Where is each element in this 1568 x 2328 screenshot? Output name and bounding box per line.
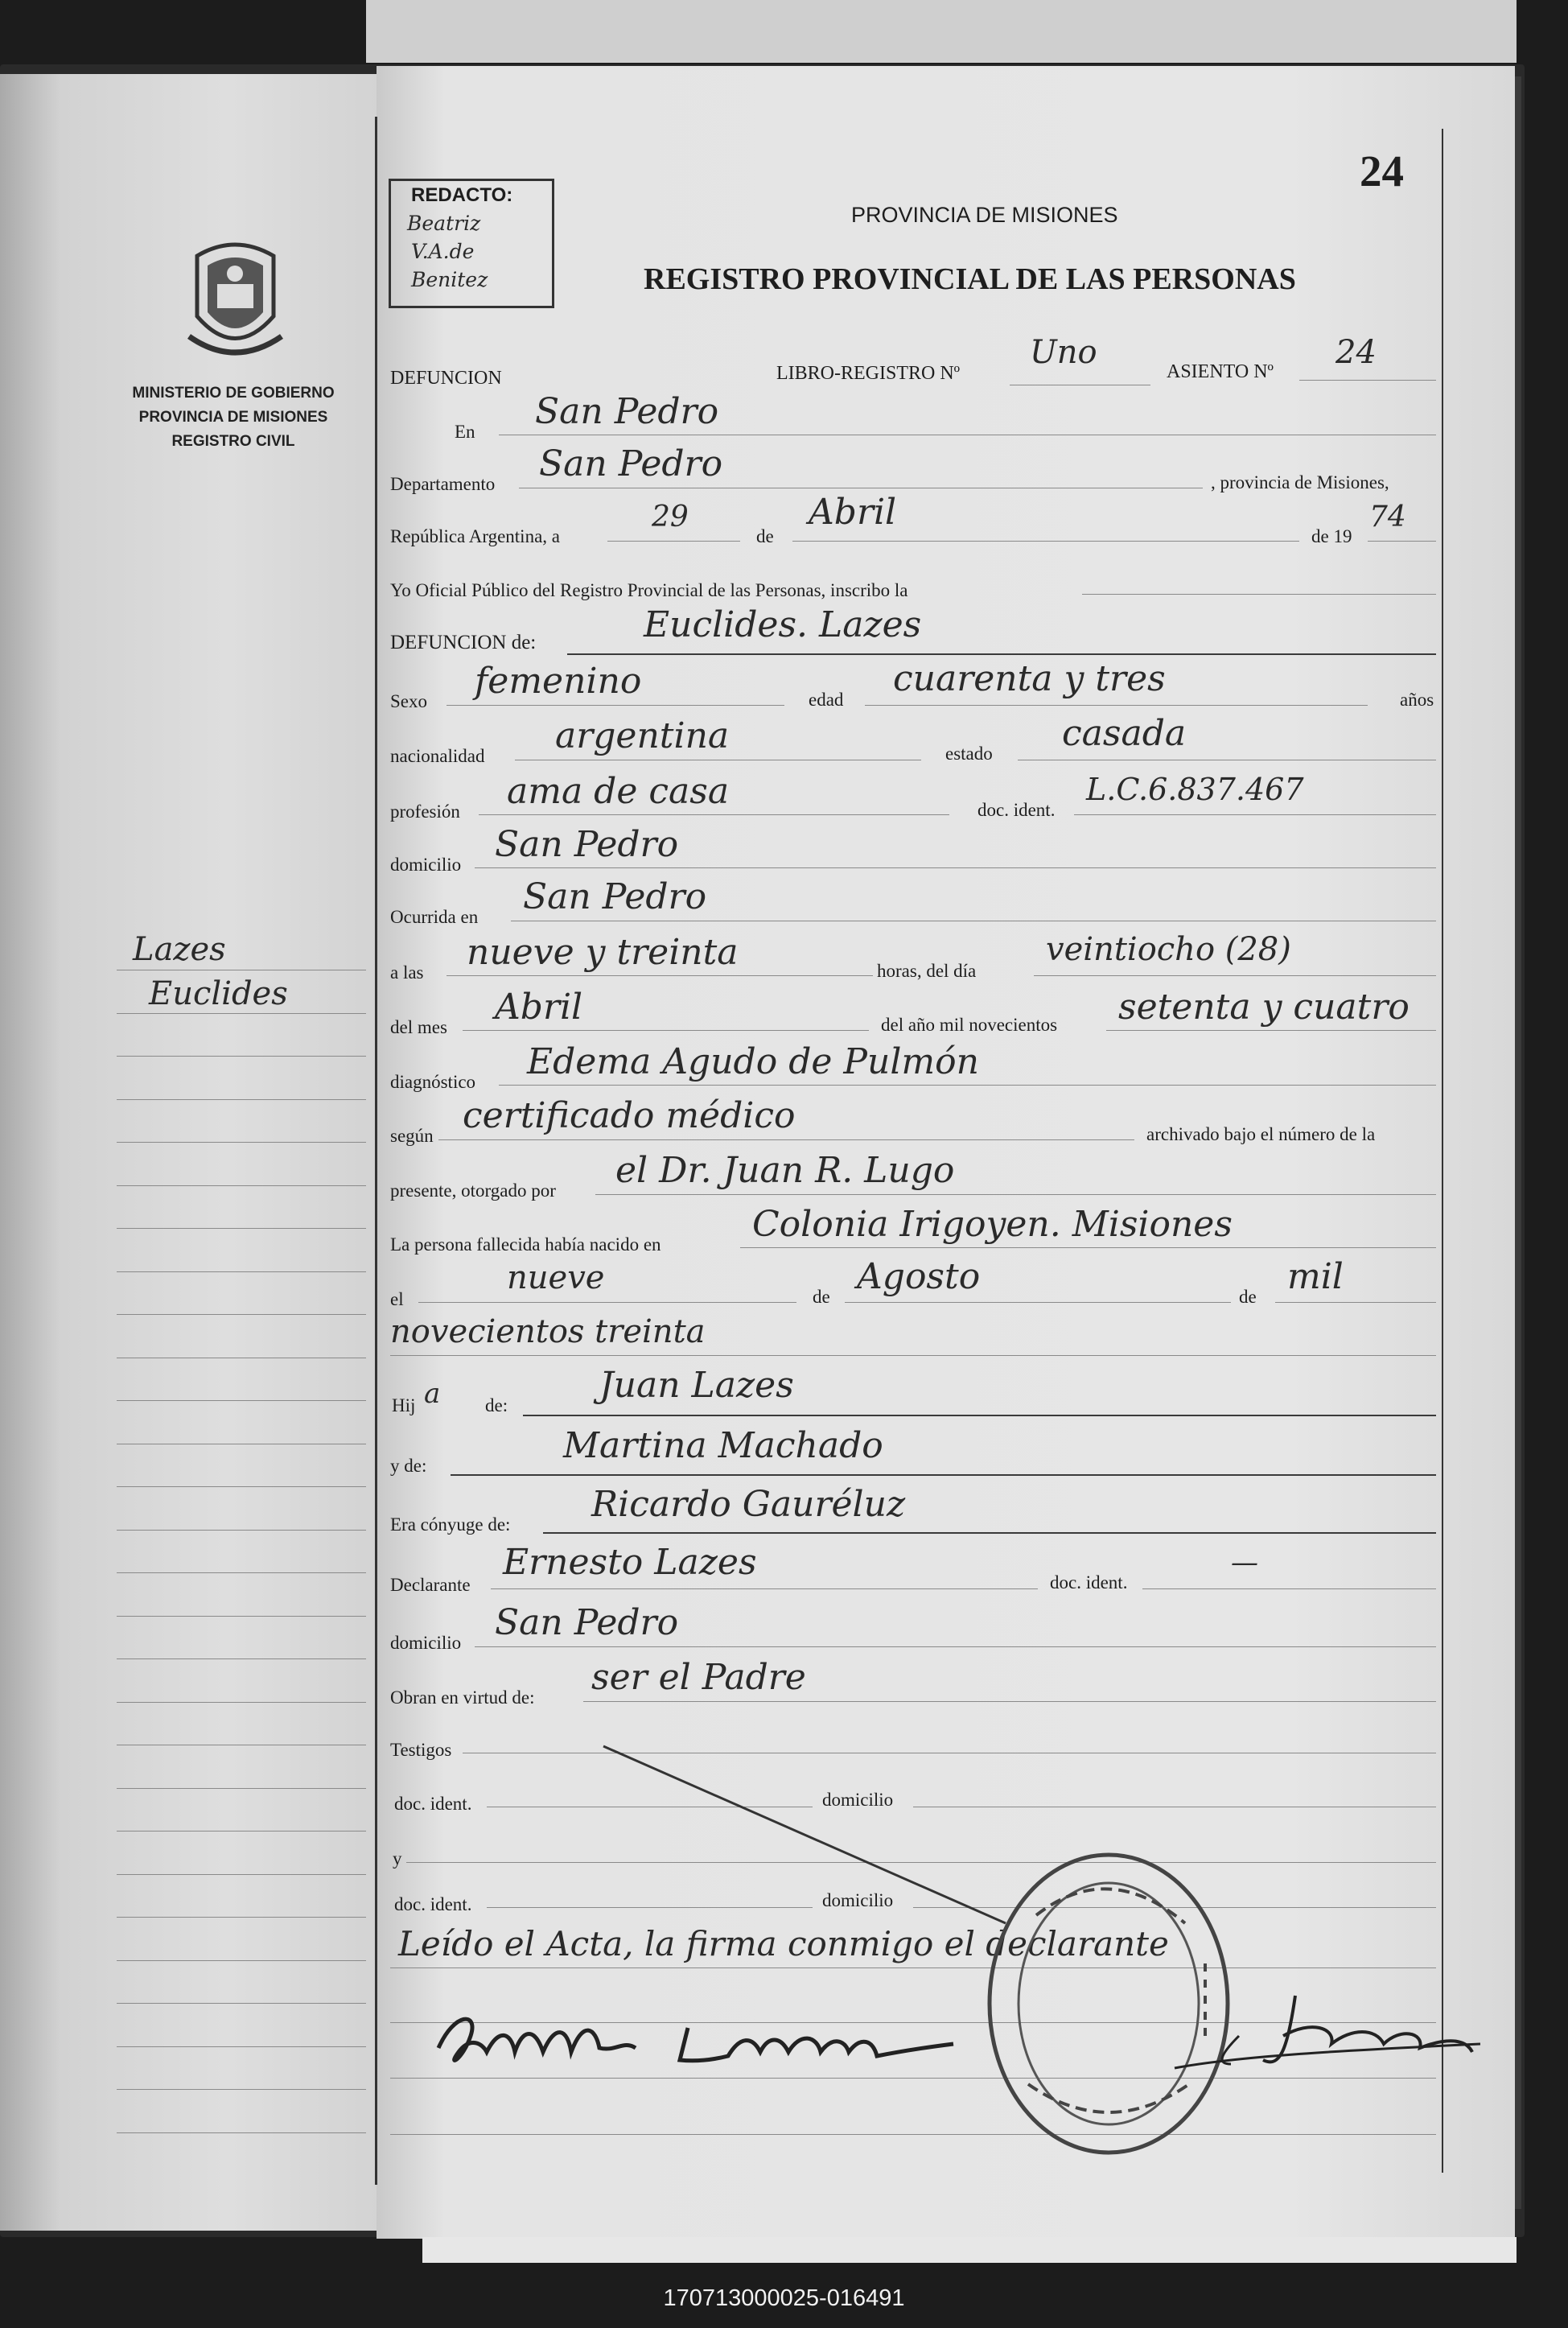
margin-rule	[117, 1185, 366, 1186]
form-rule	[1074, 814, 1436, 815]
form-rule	[418, 1302, 796, 1303]
testigo-domicilio-label: domicilio	[822, 1790, 894, 1810]
diagnostico-label: diagnóstico	[390, 1072, 476, 1092]
presente-label: presente, otorgado por	[390, 1180, 556, 1201]
official-signature	[1142, 1963, 1496, 2092]
nac-mes-value: Agosto	[857, 1256, 981, 1297]
form-rule	[1142, 1588, 1436, 1589]
form-rule	[1106, 1030, 1436, 1031]
form-rule	[438, 1139, 1134, 1140]
margin-rule	[117, 1271, 366, 1272]
delanio-label: del año mil novecientos	[881, 1015, 1058, 1035]
margin-rule	[117, 1056, 366, 1057]
yde-label: y de:	[390, 1456, 427, 1476]
decl-domicilio-value: San Pedro	[495, 1602, 679, 1643]
form-rule	[607, 541, 740, 542]
margin-rule	[117, 1486, 366, 1487]
testigo2-domicilio-label: domicilio	[822, 1890, 894, 1910]
departamento-value: San Pedro	[539, 443, 723, 484]
testigos-label: Testigos	[390, 1740, 452, 1760]
decl-domicilio-label: domicilio	[390, 1633, 462, 1653]
domicilio-value: San Pedro	[495, 824, 679, 865]
ministry-line-2: PROVINCIA DE MISIONES	[138, 409, 328, 426]
margin-rule	[117, 1314, 366, 1315]
margin-rule	[117, 1960, 366, 1961]
nac-demil-label: de	[1239, 1287, 1257, 1307]
form-rule	[475, 1646, 1436, 1647]
form-rule	[475, 867, 1436, 868]
asiento-label: ASIENTO Nº	[1167, 361, 1274, 382]
form-rule	[1368, 541, 1436, 542]
horas-label: horas, del día	[877, 961, 977, 981]
y-label: y	[393, 1848, 402, 1869]
delanio-value: setenta y cuatro	[1118, 987, 1410, 1028]
margin-rule	[117, 2132, 366, 2133]
province-header: PROVINCIA DE MISIONES	[851, 203, 1118, 227]
margin-rule	[117, 1572, 366, 1573]
declarante-label: Declarante	[390, 1575, 471, 1595]
margin-rule	[117, 1658, 366, 1659]
declarant-signature	[422, 2004, 1002, 2076]
asiento-value: 24	[1335, 334, 1377, 371]
declarante-value: Ernesto Lazes	[503, 1542, 757, 1583]
madre-value: Martina Machado	[563, 1425, 883, 1466]
form-rule	[865, 705, 1368, 706]
profesion-value: ama de casa	[507, 771, 730, 812]
doc-value: L.C.6.837.467	[1086, 772, 1304, 807]
form-rule	[543, 1532, 1436, 1534]
defuncion-label: DEFUNCION	[390, 368, 502, 389]
margin-note-surname: Lazes	[133, 931, 226, 968]
nacido-value: Colonia Irigoyen. Misiones	[752, 1204, 1233, 1245]
nac-mil-value: mil	[1287, 1256, 1344, 1297]
obran-value: ser el Padre	[591, 1657, 806, 1698]
redacto-line-1: Beatriz	[407, 212, 481, 235]
margin-rule	[117, 2089, 366, 2090]
margin-rule	[117, 1530, 366, 1531]
form-rule	[523, 1415, 1436, 1416]
page-number: 24	[1360, 146, 1404, 196]
form-rule	[447, 705, 784, 706]
hija-de-label: de:	[485, 1395, 508, 1415]
nacido-label: La persona fallecida había nacido en	[390, 1234, 661, 1255]
nacionalidad-value: argentina	[555, 715, 730, 756]
edad-label: edad	[809, 690, 844, 710]
margin-rule	[117, 1917, 366, 1918]
nacionalidad-label: nacionalidad	[390, 746, 485, 766]
form-rule	[792, 541, 1299, 542]
testigo-doc-label: doc. ident.	[394, 1794, 472, 1814]
redacto-line-2: V.A.de	[411, 240, 475, 263]
margin-rule	[117, 2003, 366, 2004]
right-margin-line	[1442, 129, 1443, 2173]
dia-value: 29	[652, 501, 689, 534]
en-value: San Pedro	[535, 391, 719, 432]
form-rule	[583, 1701, 1436, 1702]
form-rule	[390, 2134, 1436, 2135]
page-bottom-strip	[422, 2237, 1517, 2263]
nac-de-label: de	[813, 1287, 830, 1307]
hija-prefix: Hij	[392, 1395, 416, 1415]
form-rule	[479, 814, 949, 815]
registry-header: REGISTRO PROVINCIAL DE LAS PERSONAS	[644, 262, 1296, 296]
horas-value: nueve y treinta	[467, 932, 739, 973]
redacto-box	[389, 179, 554, 308]
margin-rule	[117, 1099, 366, 1100]
libro-label: LIBRO-REGISTRO Nº	[776, 363, 961, 384]
segun-label: según	[390, 1126, 434, 1146]
margin-rule	[117, 1400, 366, 1401]
margin-rule	[117, 1142, 366, 1143]
obran-label: Obran en virtud de:	[390, 1687, 535, 1708]
sexo-label: Sexo	[390, 691, 427, 711]
estado-value: casada	[1062, 713, 1187, 754]
margin-note-name: Euclides	[149, 975, 288, 1012]
form-rule	[1275, 1302, 1436, 1303]
left-margin-line	[375, 117, 377, 2185]
delmes-label: del mes	[390, 1017, 447, 1037]
ministry-line-3: REGISTRO CIVIL	[171, 433, 295, 450]
de19-label: de 19	[1311, 526, 1352, 546]
republica-label: República Argentina, a	[390, 526, 560, 546]
next-page-edge	[366, 0, 1517, 63]
delmes-value: Abril	[495, 987, 583, 1028]
doc-label: doc. ident.	[977, 800, 1056, 820]
form-rule	[1082, 594, 1436, 595]
margin-rule	[117, 1702, 366, 1703]
margin-rule	[117, 1788, 366, 1789]
provincial-emblem	[181, 240, 290, 365]
form-rule	[451, 1474, 1436, 1476]
form-rule	[491, 1588, 1038, 1589]
leido-value: Leído el Acta, la firma conmigo el declarante	[398, 1924, 1169, 1963]
nac-anio-value: novecientos treinta	[390, 1313, 706, 1350]
oficial-text: Yo Oficial Público del Registro Provincial de las Personas, inscribo la	[390, 580, 908, 600]
hija-suffix: a	[424, 1378, 441, 1410]
ministry-line-1: MINISTERIO DE GOBIERNO	[132, 385, 335, 402]
diagnostico-value: Edema Agudo de Pulmón	[527, 1041, 979, 1082]
form-rule	[463, 1030, 869, 1031]
form-rule	[567, 653, 1436, 655]
margin-rule	[117, 2046, 366, 2047]
sexo-value: femenino	[475, 661, 642, 702]
presente-value: el Dr. Juan R. Lugo	[615, 1150, 955, 1191]
edad-value: cuarenta y tres	[893, 658, 1166, 699]
estado-label: estado	[945, 744, 993, 764]
archivado-label: archivado bajo el número de la	[1146, 1124, 1376, 1144]
form-rule	[390, 1355, 1436, 1356]
redacto-line-3: Benitez	[411, 268, 488, 291]
fallecido-value: Euclides. Lazes	[644, 604, 922, 645]
margin-rule	[117, 1013, 366, 1014]
segun-value: certificado médico	[463, 1095, 796, 1136]
profesion-label: profesión	[390, 801, 460, 822]
provincia-suffix: , provincia de Misiones,	[1211, 472, 1389, 492]
nac-dia-value: nueve	[507, 1259, 605, 1296]
anios-label: años	[1400, 690, 1434, 710]
mes-value: Abril	[809, 492, 897, 533]
strike-through-line	[595, 1738, 1014, 1931]
de-label: de	[756, 526, 774, 546]
form-rule	[845, 1302, 1231, 1303]
margin-rule	[117, 1228, 366, 1229]
defuncion-de-label: DEFUNCION de:	[390, 632, 537, 653]
margin-rule	[117, 1616, 366, 1617]
form-rule	[595, 1194, 1436, 1195]
decl-doc-value: —	[1231, 1547, 1258, 1579]
page-edge	[1515, 76, 1521, 2209]
form-rule	[1299, 380, 1436, 381]
form-rule	[447, 975, 873, 976]
domicilio-label: domicilio	[390, 855, 462, 875]
alas-label: a las	[390, 962, 424, 983]
padre-value: Juan Lazes	[599, 1365, 794, 1406]
redacto-label: REDACTO:	[411, 184, 513, 206]
margin-rule	[117, 1874, 366, 1875]
anio-value: 74	[1369, 501, 1406, 534]
conyuge-value: Ricardo Gauréluz	[591, 1484, 906, 1525]
ocurrida-label: Ocurrida en	[390, 907, 479, 927]
en-label: En	[455, 422, 475, 442]
testigo2-doc-label: doc. ident.	[394, 1894, 472, 1914]
ocurrida-value: San Pedro	[523, 876, 707, 917]
dia-text-value: veintiocho (28)	[1046, 931, 1291, 968]
libro-value: Uno	[1030, 334, 1097, 371]
el-label: el	[390, 1289, 404, 1309]
form-rule	[740, 1247, 1436, 1248]
form-rule	[499, 1085, 1436, 1086]
decl-doc-label: doc. ident.	[1050, 1572, 1128, 1593]
form-rule	[1034, 975, 1436, 976]
conyuge-label: Era cónyuge de:	[390, 1514, 511, 1535]
archive-id-footer: 170713000025-016491	[663, 2285, 905, 2311]
departamento-label: Departamento	[390, 474, 496, 494]
